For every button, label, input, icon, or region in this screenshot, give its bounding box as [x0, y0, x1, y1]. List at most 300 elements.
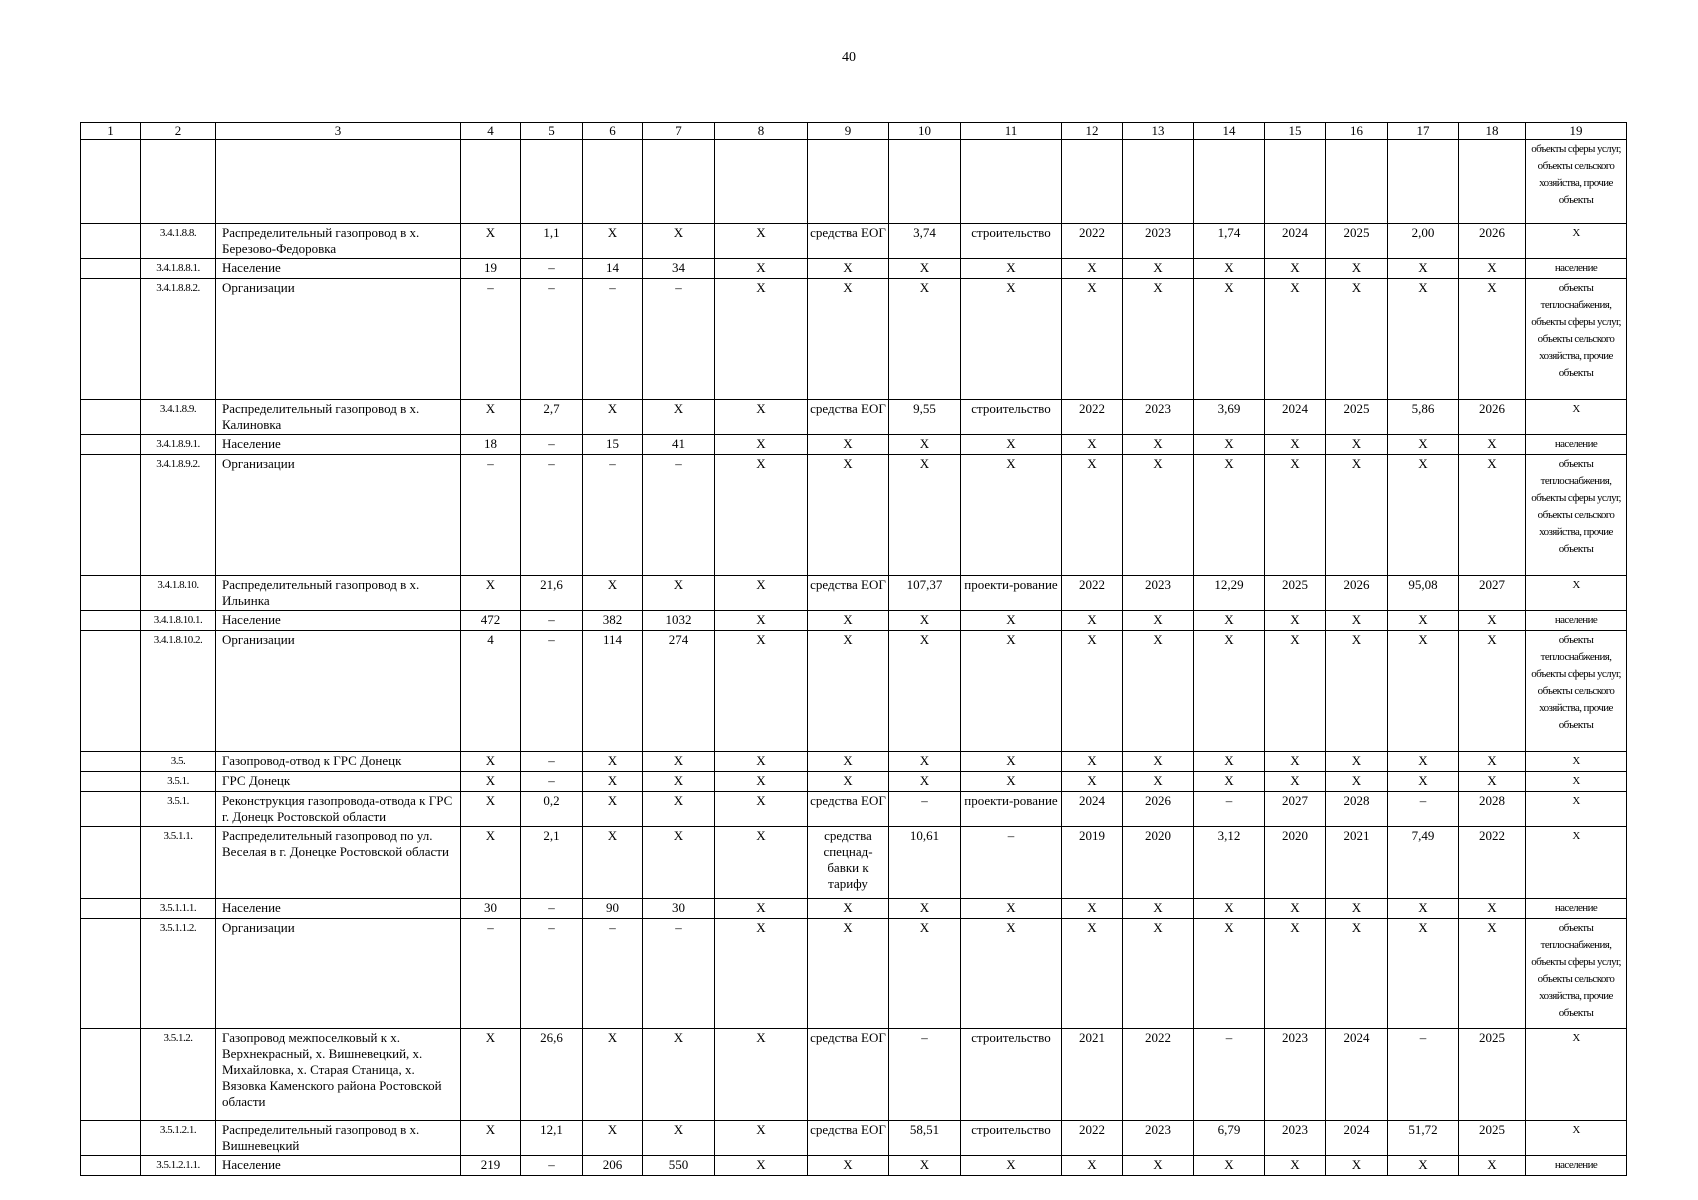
source-cell: средства ЕОГ — [808, 792, 889, 827]
year-cell: 2021 — [1062, 1029, 1123, 1121]
year-cell: Х — [1326, 259, 1388, 279]
value-cell: Х — [583, 772, 643, 792]
year-cell: Х — [1265, 435, 1326, 455]
cost-cell: Х — [1388, 899, 1459, 919]
category-cell: Х — [1526, 576, 1627, 611]
source-cell: Х — [808, 899, 889, 919]
year-cell — [1062, 140, 1123, 224]
value-cell: Х — [715, 1156, 808, 1176]
length-cell — [521, 140, 583, 224]
code-cell: 3.4.1.8.10.1. — [141, 611, 216, 631]
column-header: 13 — [1123, 123, 1194, 140]
year-cell: Х — [1062, 435, 1123, 455]
name-cell: Распределительный газопровод в х. Вишневецкий — [216, 1121, 461, 1156]
cost-cell: 1,74 — [1194, 224, 1265, 259]
value-cell: Х — [643, 1029, 715, 1121]
code-cell: 3.5.1.1.1. — [141, 899, 216, 919]
table-row — [81, 899, 1627, 919]
year-cell: Х — [1062, 919, 1123, 1029]
year-cell: Х — [1265, 279, 1326, 400]
year-cell: 2027 — [1459, 576, 1526, 611]
cost-cell: 51,72 — [1388, 1121, 1459, 1156]
table-row — [81, 772, 1627, 792]
year-cell: Х — [1123, 279, 1194, 400]
year-cell: Х — [1123, 899, 1194, 919]
length-cell: 12,1 — [521, 1121, 583, 1156]
year-cell: 2025 — [1326, 400, 1388, 435]
source-cell: средства ЕОГ — [808, 224, 889, 259]
year-cell: Х — [1326, 631, 1388, 752]
table-row — [81, 631, 1627, 752]
length-cell: – — [521, 259, 583, 279]
cost-cell: Х — [889, 631, 961, 752]
category-cell: Х — [1526, 827, 1627, 899]
code-cell: 3.5.1.2. — [141, 1029, 216, 1121]
table-row — [81, 752, 1627, 772]
length-cell: 26,6 — [521, 1029, 583, 1121]
value-cell: Х — [461, 792, 521, 827]
year-cell: Х — [1326, 611, 1388, 631]
group-cell — [81, 1156, 141, 1176]
value-cell: Х — [715, 899, 808, 919]
year-cell: Х — [1062, 772, 1123, 792]
value-cell: Х — [715, 259, 808, 279]
name-cell: Распределительный газопровод в х. Березово-Федоровка — [216, 224, 461, 259]
value-cell: Х — [715, 435, 808, 455]
length-cell: – — [521, 631, 583, 752]
year-cell: Х — [1265, 455, 1326, 576]
year-cell: Х — [1265, 631, 1326, 752]
value-cell: Х — [461, 576, 521, 611]
column-header: 8 — [715, 123, 808, 140]
column-header: 3 — [216, 123, 461, 140]
category-cell: объекты теплоснабжения, объекты сферы услуг, объекты сельского хозяйства, прочие объекты — [1526, 279, 1627, 400]
cost-cell: Х — [1194, 611, 1265, 631]
value-cell — [583, 140, 643, 224]
year-cell: 2023 — [1123, 576, 1194, 611]
cost-cell: 12,29 — [1194, 576, 1265, 611]
cost-cell: Х — [1388, 772, 1459, 792]
category-cell: объекты сферы услуг, объекты сельского хозяйства, прочие объекты — [1526, 140, 1627, 224]
year-cell: 2023 — [1123, 224, 1194, 259]
year-cell: Х — [1459, 435, 1526, 455]
category-cell: население — [1526, 1156, 1627, 1176]
value-cell: Х — [583, 1029, 643, 1121]
value-cell: Х — [715, 631, 808, 752]
stage-cell: Х — [961, 899, 1062, 919]
cost-cell — [1388, 140, 1459, 224]
cost-cell: – — [889, 1029, 961, 1121]
cost-cell: Х — [889, 435, 961, 455]
year-cell: 2021 — [1326, 827, 1388, 899]
category-cell: Х — [1526, 1121, 1627, 1156]
column-header: 10 — [889, 123, 961, 140]
category-cell: объекты теплоснабжения, объекты сферы услуг, объекты сельского хозяйства, прочие объекты — [1526, 455, 1627, 576]
cost-cell: 7,49 — [1388, 827, 1459, 899]
group-cell — [81, 792, 141, 827]
cost-cell: Х — [1388, 611, 1459, 631]
name-cell: ГРС Донецк — [216, 772, 461, 792]
year-cell: Х — [1459, 279, 1526, 400]
year-cell: 2028 — [1459, 792, 1526, 827]
group-cell — [81, 435, 141, 455]
length-cell: – — [521, 752, 583, 772]
value-cell: Х — [583, 752, 643, 772]
year-cell: Х — [1459, 455, 1526, 576]
name-cell: Организации — [216, 455, 461, 576]
year-cell: Х — [1123, 631, 1194, 752]
year-cell: Х — [1123, 919, 1194, 1029]
group-cell — [81, 1121, 141, 1156]
year-cell: Х — [1326, 279, 1388, 400]
column-header: 6 — [583, 123, 643, 140]
stage-cell: Х — [961, 1156, 1062, 1176]
cost-cell: Х — [1388, 259, 1459, 279]
year-cell: Х — [1326, 919, 1388, 1029]
year-cell: Х — [1459, 899, 1526, 919]
year-cell: 2024 — [1326, 1121, 1388, 1156]
year-cell: 2023 — [1123, 1121, 1194, 1156]
name-cell: Организации — [216, 919, 461, 1029]
year-cell: Х — [1062, 1156, 1123, 1176]
length-cell: 21,6 — [521, 576, 583, 611]
year-cell: Х — [1265, 1156, 1326, 1176]
table-row — [81, 224, 1627, 259]
cost-cell: Х — [1388, 631, 1459, 752]
name-cell: Газопровод-отвод к ГРС Донецк — [216, 752, 461, 772]
code-cell: 3.5.1.2.1. — [141, 1121, 216, 1156]
length-cell: – — [521, 772, 583, 792]
stage-cell: проекти-рование — [961, 576, 1062, 611]
value-cell: 15 — [583, 435, 643, 455]
stage-cell: – — [961, 827, 1062, 899]
cost-cell: Х — [1194, 919, 1265, 1029]
value-cell: Х — [715, 611, 808, 631]
group-cell — [81, 259, 141, 279]
value-cell: Х — [715, 919, 808, 1029]
cost-cell: – — [1388, 1029, 1459, 1121]
stage-cell: строительство — [961, 1029, 1062, 1121]
cost-cell: 6,79 — [1194, 1121, 1265, 1156]
year-cell: 2022 — [1062, 1121, 1123, 1156]
cost-cell: 5,86 — [1388, 400, 1459, 435]
year-cell: Х — [1265, 772, 1326, 792]
year-cell: 2027 — [1265, 792, 1326, 827]
category-cell: Х — [1526, 1029, 1627, 1121]
value-cell: Х — [461, 400, 521, 435]
value-cell: Х — [715, 455, 808, 576]
value-cell: Х — [715, 1121, 808, 1156]
group-cell — [81, 576, 141, 611]
value-cell: Х — [643, 576, 715, 611]
value-cell: Х — [715, 752, 808, 772]
source-cell: Х — [808, 279, 889, 400]
name-cell: Население — [216, 611, 461, 631]
length-cell: – — [521, 899, 583, 919]
year-cell: Х — [1459, 772, 1526, 792]
year-cell: 2020 — [1123, 827, 1194, 899]
cost-cell: 3,74 — [889, 224, 961, 259]
group-cell — [81, 400, 141, 435]
value-cell: Х — [461, 1029, 521, 1121]
year-cell: Х — [1326, 772, 1388, 792]
table-row — [81, 400, 1627, 435]
year-cell: 2024 — [1265, 224, 1326, 259]
code-cell: 3.4.1.8.8. — [141, 224, 216, 259]
cost-cell: Х — [1194, 752, 1265, 772]
stage-cell: Х — [961, 455, 1062, 576]
code-cell: 3.5.1.1. — [141, 827, 216, 899]
name-cell: Население — [216, 1156, 461, 1176]
value-cell: 114 — [583, 631, 643, 752]
code-cell: 3.5.1. — [141, 792, 216, 827]
investment-table — [80, 122, 1627, 1176]
value-cell: – — [583, 919, 643, 1029]
value-cell: Х — [715, 792, 808, 827]
code-cell: 3.5. — [141, 752, 216, 772]
year-cell: 2026 — [1123, 792, 1194, 827]
year-cell: 2025 — [1459, 1121, 1526, 1156]
value-cell: – — [461, 279, 521, 400]
year-cell: Х — [1123, 1156, 1194, 1176]
value-cell: 14 — [583, 259, 643, 279]
year-cell: 2026 — [1459, 224, 1526, 259]
table-row — [81, 827, 1627, 899]
cost-cell: Х — [1194, 631, 1265, 752]
year-cell: Х — [1123, 455, 1194, 576]
source-cell: Х — [808, 1156, 889, 1176]
year-cell: Х — [1326, 899, 1388, 919]
name-cell — [216, 140, 461, 224]
stage-cell: проекти-рование — [961, 792, 1062, 827]
code-cell: 3.4.1.8.9.1. — [141, 435, 216, 455]
cost-cell: Х — [889, 279, 961, 400]
cost-cell: Х — [1388, 455, 1459, 576]
value-cell: Х — [715, 772, 808, 792]
table-row — [81, 1156, 1627, 1176]
length-cell: 2,7 — [521, 400, 583, 435]
source-cell: средства спецнад-бавки к тарифу — [808, 827, 889, 899]
stage-cell: Х — [961, 752, 1062, 772]
year-cell: Х — [1062, 631, 1123, 752]
length-cell: – — [521, 455, 583, 576]
column-header: 15 — [1265, 123, 1326, 140]
year-cell: 2022 — [1459, 827, 1526, 899]
value-cell: Х — [715, 827, 808, 899]
year-cell: 2024 — [1326, 1029, 1388, 1121]
source-cell — [808, 140, 889, 224]
cost-cell: Х — [1388, 1156, 1459, 1176]
value-cell: 90 — [583, 899, 643, 919]
source-cell: средства ЕОГ — [808, 400, 889, 435]
value-cell: 34 — [643, 259, 715, 279]
code-cell: 3.4.1.8.9. — [141, 400, 216, 435]
value-cell — [643, 140, 715, 224]
cost-cell: Х — [1194, 772, 1265, 792]
group-cell — [81, 455, 141, 576]
column-header: 17 — [1388, 123, 1459, 140]
category-cell: Х — [1526, 224, 1627, 259]
stage-cell: строительство — [961, 400, 1062, 435]
cost-cell: – — [1388, 792, 1459, 827]
group-cell — [81, 772, 141, 792]
value-cell: – — [461, 455, 521, 576]
value-cell: Х — [583, 224, 643, 259]
year-cell: 2020 — [1265, 827, 1326, 899]
source-cell: Х — [808, 259, 889, 279]
code-cell — [141, 140, 216, 224]
year-cell: Х — [1459, 919, 1526, 1029]
cost-cell — [1194, 140, 1265, 224]
category-cell: Х — [1526, 792, 1627, 827]
cost-cell: Х — [1388, 279, 1459, 400]
cost-cell: Х — [889, 259, 961, 279]
code-cell: 3.5.1.1.2. — [141, 919, 216, 1029]
value-cell: Х — [461, 224, 521, 259]
year-cell: Х — [1062, 259, 1123, 279]
group-cell — [81, 899, 141, 919]
source-cell: Х — [808, 752, 889, 772]
year-cell: 2026 — [1459, 400, 1526, 435]
header-row — [81, 123, 1627, 140]
category-cell: население — [1526, 899, 1627, 919]
column-header: 1 — [81, 123, 141, 140]
source-cell: средства ЕОГ — [808, 576, 889, 611]
value-cell: – — [643, 279, 715, 400]
year-cell: Х — [1265, 919, 1326, 1029]
value-cell: 206 — [583, 1156, 643, 1176]
cost-cell: 10,61 — [889, 827, 961, 899]
cost-cell: Х — [889, 919, 961, 1029]
name-cell: Организации — [216, 631, 461, 752]
length-cell: – — [521, 1156, 583, 1176]
value-cell: Х — [715, 279, 808, 400]
year-cell: 2028 — [1326, 792, 1388, 827]
cost-cell: Х — [889, 899, 961, 919]
stage-cell: Х — [961, 611, 1062, 631]
value-cell: 30 — [461, 899, 521, 919]
category-cell: Х — [1526, 400, 1627, 435]
value-cell: Х — [643, 772, 715, 792]
category-cell: население — [1526, 611, 1627, 631]
cost-cell: Х — [1194, 899, 1265, 919]
year-cell: Х — [1265, 752, 1326, 772]
code-cell: 3.4.1.8.8.2. — [141, 279, 216, 400]
year-cell: 2023 — [1123, 400, 1194, 435]
cost-cell: 3,69 — [1194, 400, 1265, 435]
value-cell: Х — [583, 1121, 643, 1156]
year-cell: Х — [1062, 611, 1123, 631]
length-cell: – — [521, 611, 583, 631]
value-cell: Х — [643, 224, 715, 259]
value-cell: 382 — [583, 611, 643, 631]
year-cell: Х — [1459, 611, 1526, 631]
year-cell: Х — [1265, 259, 1326, 279]
table-row — [81, 576, 1627, 611]
value-cell: 219 — [461, 1156, 521, 1176]
year-cell: 2026 — [1326, 576, 1388, 611]
source-cell: средства ЕОГ — [808, 1029, 889, 1121]
year-cell: 2022 — [1062, 576, 1123, 611]
value-cell: Х — [583, 792, 643, 827]
name-cell: Распределительный газопровод в х. Калиновка — [216, 400, 461, 435]
value-cell — [715, 140, 808, 224]
cost-cell: 3,12 — [1194, 827, 1265, 899]
stage-cell: Х — [961, 279, 1062, 400]
value-cell: – — [583, 455, 643, 576]
year-cell: Х — [1123, 611, 1194, 631]
table-row — [81, 435, 1627, 455]
table-row — [81, 455, 1627, 576]
category-cell: Х — [1526, 752, 1627, 772]
name-cell: Распределительный газопровод в х. Ильинка — [216, 576, 461, 611]
value-cell: 472 — [461, 611, 521, 631]
year-cell: Х — [1459, 1156, 1526, 1176]
stage-cell: Х — [961, 772, 1062, 792]
value-cell: – — [583, 279, 643, 400]
source-cell: средства ЕОГ — [808, 1121, 889, 1156]
table-row — [81, 919, 1627, 1029]
value-cell: Х — [643, 400, 715, 435]
page-number: 40 — [842, 50, 856, 65]
value-cell: Х — [461, 772, 521, 792]
group-cell — [81, 1029, 141, 1121]
year-cell: Х — [1062, 279, 1123, 400]
table-row — [81, 1029, 1627, 1121]
table-row — [81, 611, 1627, 631]
group-cell — [81, 140, 141, 224]
year-cell: Х — [1062, 752, 1123, 772]
cost-cell: Х — [889, 1156, 961, 1176]
name-cell: Население — [216, 899, 461, 919]
length-cell: – — [521, 919, 583, 1029]
value-cell: – — [461, 919, 521, 1029]
value-cell: Х — [643, 1121, 715, 1156]
cost-cell: Х — [1194, 279, 1265, 400]
value-cell: Х — [643, 792, 715, 827]
value-cell: Х — [715, 400, 808, 435]
length-cell: 0,2 — [521, 792, 583, 827]
code-cell: 3.4.1.8.10.2. — [141, 631, 216, 752]
code-cell: 3.4.1.8.9.2. — [141, 455, 216, 576]
year-cell: Х — [1326, 455, 1388, 576]
cost-cell: Х — [889, 611, 961, 631]
cost-cell: Х — [889, 772, 961, 792]
value-cell: 274 — [643, 631, 715, 752]
group-cell — [81, 224, 141, 259]
group-cell — [81, 611, 141, 631]
table-row — [81, 140, 1627, 224]
source-cell: Х — [808, 631, 889, 752]
cost-cell: Х — [1388, 919, 1459, 1029]
value-cell: 19 — [461, 259, 521, 279]
cost-cell — [889, 140, 961, 224]
cost-cell: – — [889, 792, 961, 827]
stage-cell: Х — [961, 919, 1062, 1029]
cost-cell: – — [1194, 792, 1265, 827]
category-cell: население — [1526, 435, 1627, 455]
cost-cell: 95,08 — [1388, 576, 1459, 611]
source-cell: Х — [808, 772, 889, 792]
year-cell: 2024 — [1265, 400, 1326, 435]
year-cell: 2025 — [1459, 1029, 1526, 1121]
length-cell: 1,1 — [521, 224, 583, 259]
year-cell: 2022 — [1062, 400, 1123, 435]
year-cell: 2022 — [1123, 1029, 1194, 1121]
cost-cell: Х — [1388, 435, 1459, 455]
column-header: 12 — [1062, 123, 1123, 140]
source-cell: Х — [808, 455, 889, 576]
